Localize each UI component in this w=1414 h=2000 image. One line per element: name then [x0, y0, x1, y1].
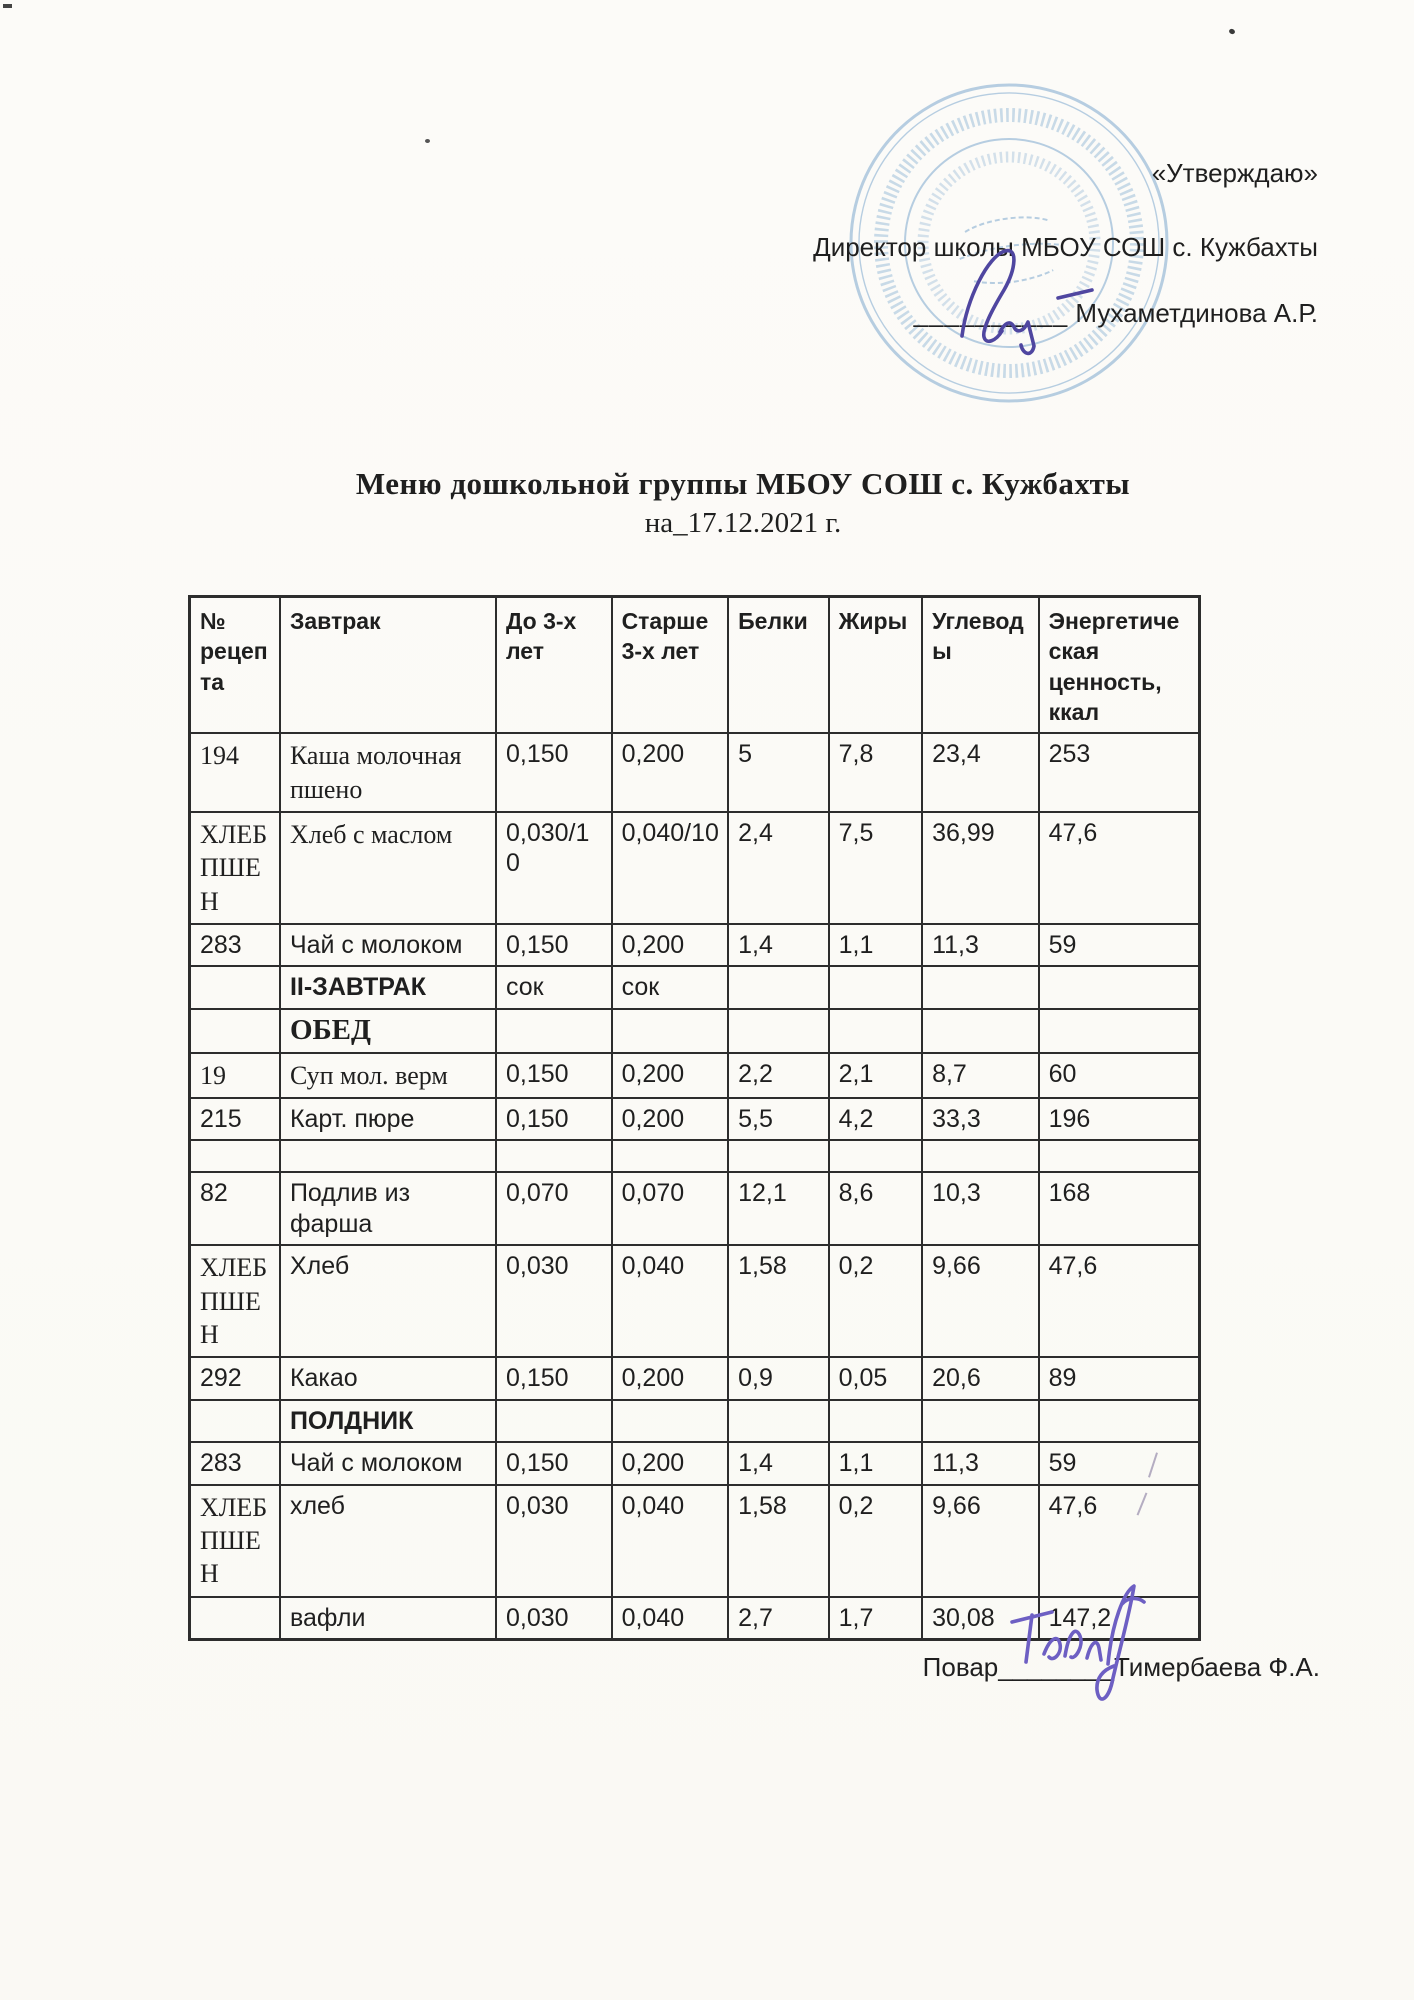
table-cell: 1,58: [728, 1485, 828, 1597]
table-cell: [496, 1400, 612, 1443]
table-cell: 0,200: [612, 1442, 729, 1485]
table-cell: 7,8: [829, 733, 922, 812]
table-cell: [190, 1009, 280, 1053]
table-cell: [1039, 966, 1200, 1009]
table-cell: вафли: [280, 1597, 496, 1640]
table-cell: 1,58: [728, 1245, 828, 1357]
table-cell: [728, 1009, 828, 1053]
table-cell: 10,3: [922, 1172, 1039, 1245]
table-cell: 2,7: [728, 1597, 828, 1640]
table-cell: 0,200: [612, 733, 729, 812]
table-cell: 19: [190, 1053, 280, 1098]
table-cell: 23,4: [922, 733, 1039, 812]
table-cell: 0,070: [496, 1172, 612, 1245]
table-cell: 0,2: [829, 1245, 922, 1357]
column-header: Жиры: [829, 597, 922, 734]
table-cell: [922, 1400, 1039, 1443]
table-cell: 2,2: [728, 1053, 828, 1098]
table-cell: 9,66: [922, 1485, 1039, 1597]
table-row: [190, 812, 1200, 924]
table-row: [190, 1172, 1200, 1245]
table-cell: ПОЛДНИК: [280, 1400, 496, 1443]
table-cell: [496, 1140, 612, 1172]
table-cell: Каша молочная пшено: [280, 733, 496, 812]
table-cell: II-ЗАВТРАК: [280, 966, 496, 1009]
table-cell: [829, 966, 922, 1009]
table-cell: Суп мол. верм: [280, 1053, 496, 1098]
table-cell: 0,150: [496, 1357, 612, 1400]
table-cell: 33,3: [922, 1098, 1039, 1141]
table-cell: [728, 1400, 828, 1443]
table-cell: 0,030: [496, 1597, 612, 1640]
table-cell: 1,1: [829, 1442, 922, 1485]
table-cell: [829, 1009, 922, 1053]
signature-underline: __________: [913, 298, 1069, 328]
table-cell: 0,040/10: [612, 812, 729, 924]
table-cell: 11,3: [922, 924, 1039, 967]
table-cell: сок: [612, 966, 729, 1009]
table-cell: 12,1: [728, 1172, 828, 1245]
table-row: [190, 1053, 1200, 1098]
table-cell: 215: [190, 1098, 280, 1141]
document-date: на_17.12.2021 г.: [644, 507, 842, 539]
table-cell: [280, 1140, 496, 1172]
table-cell: 82: [190, 1172, 280, 1245]
table-cell: 2,4: [728, 812, 828, 924]
table-row: [190, 733, 1200, 812]
table-cell: 59: [1039, 1442, 1200, 1485]
table-cell: ХЛЕБ ПШЕН: [190, 812, 280, 924]
cook-signature: [1002, 1578, 1162, 1728]
director-signature: [942, 236, 1122, 361]
table-cell: 30,08: [922, 1597, 1039, 1640]
column-header: № рецепта: [190, 597, 280, 734]
table-cell: 0,150: [496, 1098, 612, 1141]
table-cell: [612, 1400, 729, 1443]
table-cell: 194: [190, 733, 280, 812]
table-cell: 1,1: [829, 924, 922, 967]
approve-label: «Утверждаю»: [1151, 158, 1318, 188]
table-row: [190, 1442, 1200, 1485]
table-cell: ХЛЕБ ПШЕН: [190, 1245, 280, 1357]
table-cell: 1,4: [728, 1442, 828, 1485]
table-cell: 0,150: [496, 924, 612, 967]
table-cell: 0,030: [496, 1485, 612, 1597]
table-cell: Хлеб: [280, 1245, 496, 1357]
table-cell: 0,05: [829, 1357, 922, 1400]
table-cell: [1039, 1400, 1200, 1443]
table-cell: [190, 1140, 280, 1172]
table-cell: 9,66: [922, 1245, 1039, 1357]
scan-speck: [425, 139, 430, 143]
table-cell: [612, 1140, 729, 1172]
table-cell: 0,070: [612, 1172, 729, 1245]
table-cell: 147,2: [1039, 1597, 1200, 1640]
table-cell: 36,99: [922, 812, 1039, 924]
table-cell: Карт. пюре: [280, 1098, 496, 1141]
table-cell: Какао: [280, 1357, 496, 1400]
column-header: Энергетическая ценность, ккал: [1039, 597, 1200, 734]
table-cell: [190, 1597, 280, 1640]
table-cell: 0,030/10: [496, 812, 612, 924]
table-cell: 0,040: [612, 1485, 729, 1597]
table-cell: Хлеб с маслом: [280, 812, 496, 924]
table-cell: 0,200: [612, 1098, 729, 1141]
table-cell: 253: [1039, 733, 1200, 812]
table-cell: ХЛЕБ ПШЕН: [190, 1485, 280, 1597]
table-cell: 283: [190, 924, 280, 967]
table-row: [190, 1400, 1200, 1443]
table-row: [190, 1245, 1200, 1357]
column-header: До 3-х лет: [496, 597, 612, 734]
table-cell: 47,6: [1039, 1245, 1200, 1357]
table-cell: 11,3: [922, 1442, 1039, 1485]
table-cell: 0,200: [612, 924, 729, 967]
cook-underline: ________: [998, 1652, 1114, 1682]
table-row: [190, 1098, 1200, 1141]
table-cell: 0,040: [612, 1245, 729, 1357]
table-cell: 8,6: [829, 1172, 922, 1245]
table-cell: 0,150: [496, 1442, 612, 1485]
table-cell: 59: [1039, 924, 1200, 967]
table-cell: 168: [1039, 1172, 1200, 1245]
table-cell: сок: [496, 966, 612, 1009]
director-name: Мухаметдинова А.Р.: [1068, 298, 1318, 328]
table-row: [190, 1357, 1200, 1400]
table-cell: [190, 966, 280, 1009]
table-cell: [1039, 1009, 1200, 1053]
column-header: Старше 3-х лет: [612, 597, 729, 734]
table-cell: 4,2: [829, 1098, 922, 1141]
table-row: [190, 1009, 1200, 1053]
table-cell: [190, 1400, 280, 1443]
scan-speck: [3, 4, 12, 8]
table-row: [190, 1140, 1200, 1172]
table-cell: 0,150: [496, 733, 612, 812]
document-title: Меню дошкольной группы МБОУ СОШ с. Кужбахты: [355, 466, 1131, 501]
table-cell: 7,5: [829, 812, 922, 924]
column-header: Завтрак: [280, 597, 496, 734]
table-cell: [922, 966, 1039, 1009]
table-cell: [728, 1140, 828, 1172]
table-cell: 89: [1039, 1357, 1200, 1400]
table-header-row: [190, 597, 1200, 734]
table-cell: 5,5: [728, 1098, 828, 1141]
table-cell: 60: [1039, 1053, 1200, 1098]
cook-name: Тимербаева Ф.А.: [1113, 1652, 1320, 1682]
table-cell: [922, 1140, 1039, 1172]
table-cell: [728, 966, 828, 1009]
table-cell: 196: [1039, 1098, 1200, 1141]
table-row: [190, 966, 1200, 1009]
table-cell: 0,030: [496, 1245, 612, 1357]
table-cell: 1,7: [829, 1597, 922, 1640]
title-block: [0, 466, 1414, 540]
table-cell: 8,7: [922, 1053, 1039, 1098]
table-cell: 47,6: [1039, 1485, 1200, 1597]
table-row: [190, 924, 1200, 967]
table-cell: [496, 1009, 612, 1053]
menu-table: [188, 595, 1201, 1641]
table-cell: Чай с молоком: [280, 924, 496, 967]
scan-speck: [1228, 28, 1236, 35]
table-cell: [922, 1009, 1039, 1053]
table-cell: [612, 1009, 729, 1053]
table-cell: хлеб: [280, 1485, 496, 1597]
table-cell: 0,040: [612, 1597, 729, 1640]
column-header: Белки: [728, 597, 828, 734]
table-cell: 20,6: [922, 1357, 1039, 1400]
table-cell: [1039, 1140, 1200, 1172]
table-cell: Чай с молоком: [280, 1442, 496, 1485]
table-cell: 283: [190, 1442, 280, 1485]
table-cell: 0,200: [612, 1357, 729, 1400]
table-cell: [829, 1400, 922, 1443]
table-cell: 5: [728, 733, 828, 812]
column-header: Углеводы: [922, 597, 1039, 734]
table-cell: 2,1: [829, 1053, 922, 1098]
table-cell: 47,6: [1039, 812, 1200, 924]
table-cell: 292: [190, 1357, 280, 1400]
table-cell: ОБЕД: [280, 1009, 496, 1053]
table-cell: Подлив из фарша: [280, 1172, 496, 1245]
table-cell: 1,4: [728, 924, 828, 967]
cook-label: Повар: [922, 1652, 999, 1682]
table-cell: 0,9: [728, 1357, 828, 1400]
director-title: Директор школы МБОУ СОШ с. Кужбахты: [813, 232, 1318, 262]
table-cell: 0,200: [612, 1053, 729, 1098]
table-cell: [829, 1140, 922, 1172]
table-cell: 0,150: [496, 1053, 612, 1098]
table-cell: 0,2: [829, 1485, 922, 1597]
